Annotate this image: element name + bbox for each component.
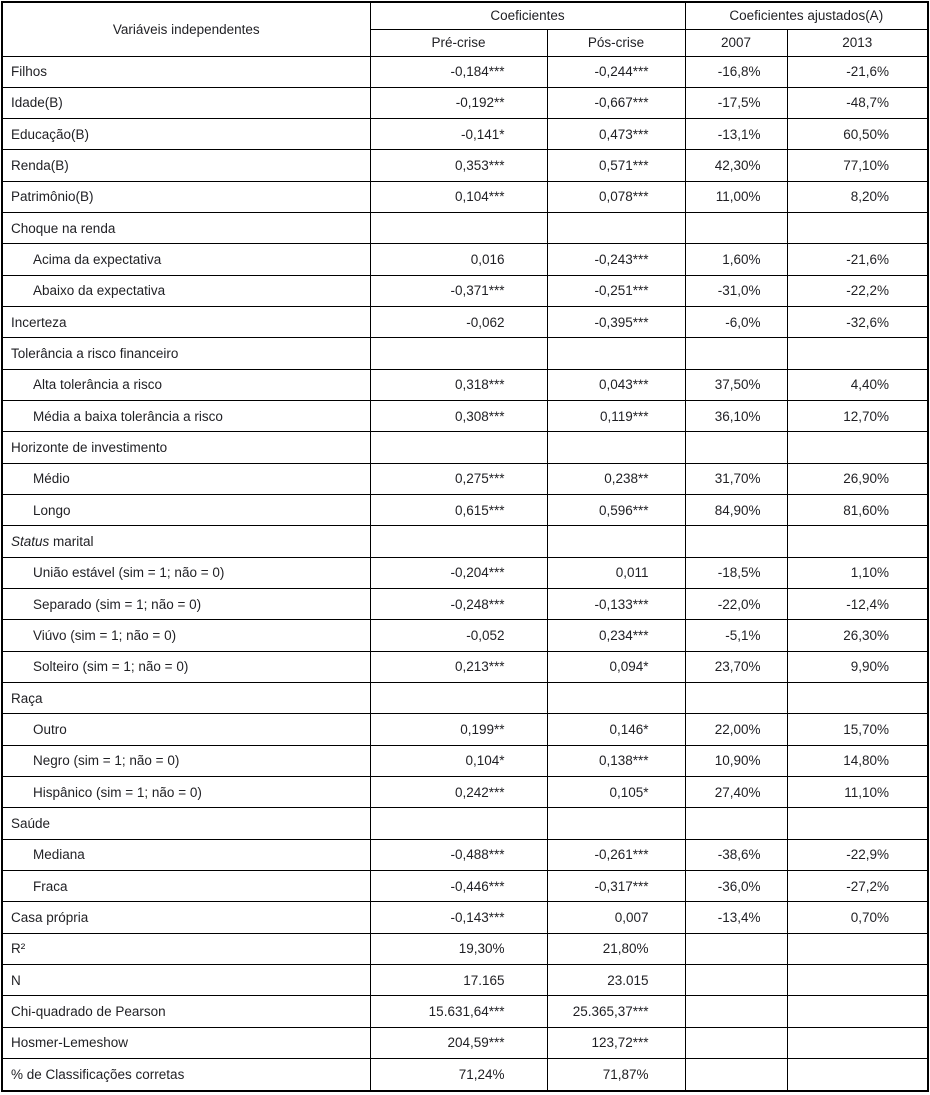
table-row bbox=[2, 902, 928, 933]
cell-2013: -48,7% bbox=[787, 87, 928, 118]
cell-pos-crise: -0,251*** bbox=[547, 275, 685, 306]
cell-pre-crise: -0,184*** bbox=[370, 56, 547, 87]
cell-pos-crise: 0,078*** bbox=[547, 181, 685, 212]
cell-2013: 11,10% bbox=[787, 777, 928, 808]
cell-pos-crise: 0,105* bbox=[547, 777, 685, 808]
row-label: Solteiro (sim = 1; não = 0) bbox=[2, 651, 370, 682]
table-body bbox=[2, 56, 928, 1091]
cell-pre-crise: -0,488*** bbox=[370, 839, 547, 870]
cell-pos-crise bbox=[547, 213, 685, 244]
row-label: Horizonte de investimento bbox=[2, 432, 370, 463]
cell-pos-crise: 23.015 bbox=[547, 965, 685, 996]
row-label: União estável (sim = 1; não = 0) bbox=[2, 557, 370, 588]
cell-pre-crise: 0,104*** bbox=[370, 181, 547, 212]
cell-2013 bbox=[787, 808, 928, 839]
cell-2013: 9,90% bbox=[787, 651, 928, 682]
cell-2007 bbox=[685, 432, 787, 463]
cell-2013: 1,10% bbox=[787, 557, 928, 588]
cell-pre-crise: 15.631,64*** bbox=[370, 996, 547, 1027]
cell-pre-crise: -0,248*** bbox=[370, 589, 547, 620]
table-row bbox=[2, 526, 928, 557]
row-label: Tolerância a risco financeiro bbox=[2, 338, 370, 369]
cell-pos-crise bbox=[547, 338, 685, 369]
table-row bbox=[2, 56, 928, 87]
cell-2007: -31,0% bbox=[685, 275, 787, 306]
cell-pos-crise: -0,667*** bbox=[547, 87, 685, 118]
table-row bbox=[2, 714, 928, 745]
cell-pre-crise: 0,016 bbox=[370, 244, 547, 275]
cell-2007 bbox=[685, 1059, 787, 1092]
cell-pre-crise: -0,062 bbox=[370, 307, 547, 338]
cell-pos-crise: 0,043*** bbox=[547, 369, 685, 400]
cell-2007: 31,70% bbox=[685, 463, 787, 494]
row-label: Saúde bbox=[2, 808, 370, 839]
cell-2013: -27,2% bbox=[787, 871, 928, 902]
header-group-coeficientes-ajustados: Coeficientes ajustados(A) bbox=[685, 2, 928, 29]
cell-pos-crise: 0,007 bbox=[547, 902, 685, 933]
table-row bbox=[2, 965, 928, 996]
cell-2013 bbox=[787, 996, 928, 1027]
cell-2013: 14,80% bbox=[787, 745, 928, 776]
table-row bbox=[2, 401, 928, 432]
table-row bbox=[2, 463, 928, 494]
cell-pre-crise: -0,204*** bbox=[370, 557, 547, 588]
table-row bbox=[2, 275, 928, 306]
row-label: Idade(B) bbox=[2, 87, 370, 118]
cell-pos-crise: 25.365,37*** bbox=[547, 996, 685, 1027]
cell-pos-crise: 0,146* bbox=[547, 714, 685, 745]
table-row bbox=[2, 777, 928, 808]
cell-2013 bbox=[787, 213, 928, 244]
cell-pre-crise bbox=[370, 432, 547, 463]
cell-pos-crise bbox=[547, 526, 685, 557]
row-label: Chi-quadrado de Pearson bbox=[2, 996, 370, 1027]
cell-pre-crise bbox=[370, 526, 547, 557]
row-label: Média a baixa tolerância a risco bbox=[2, 401, 370, 432]
table-row bbox=[2, 150, 928, 181]
cell-pre-crise bbox=[370, 808, 547, 839]
cell-2013: 60,50% bbox=[787, 119, 928, 150]
row-label: Filhos bbox=[2, 56, 370, 87]
cell-pre-crise: 0,308*** bbox=[370, 401, 547, 432]
cell-2007: 27,40% bbox=[685, 777, 787, 808]
cell-2007 bbox=[685, 965, 787, 996]
cell-2013: -22,2% bbox=[787, 275, 928, 306]
cell-2007: -16,8% bbox=[685, 56, 787, 87]
cell-2007: -5,1% bbox=[685, 620, 787, 651]
cell-2013: 12,70% bbox=[787, 401, 928, 432]
cell-2013: 26,30% bbox=[787, 620, 928, 651]
cell-2013: 81,60% bbox=[787, 495, 928, 526]
cell-2013: -12,4% bbox=[787, 589, 928, 620]
cell-2007: -6,0% bbox=[685, 307, 787, 338]
cell-pre-crise: 17.165 bbox=[370, 965, 547, 996]
row-label: Fraca bbox=[2, 871, 370, 902]
row-label: Médio bbox=[2, 463, 370, 494]
cell-2007: 42,30% bbox=[685, 150, 787, 181]
cell-pos-crise: -0,133*** bbox=[547, 589, 685, 620]
cell-2013: -32,6% bbox=[787, 307, 928, 338]
cell-2007: -13,1% bbox=[685, 119, 787, 150]
header-2007: 2007 bbox=[685, 29, 787, 56]
cell-2007: -22,0% bbox=[685, 589, 787, 620]
cell-2007 bbox=[685, 213, 787, 244]
cell-2007: -17,5% bbox=[685, 87, 787, 118]
cell-pos-crise: 71,87% bbox=[547, 1059, 685, 1092]
header-2013: 2013 bbox=[787, 29, 928, 56]
cell-2007 bbox=[685, 996, 787, 1027]
table-row bbox=[2, 338, 928, 369]
row-label: Acima da expectativa bbox=[2, 244, 370, 275]
cell-2013: 4,40% bbox=[787, 369, 928, 400]
table-row bbox=[2, 651, 928, 682]
cell-pre-crise: -0,446*** bbox=[370, 871, 547, 902]
cell-pos-crise bbox=[547, 683, 685, 714]
cell-pos-crise: 0,138*** bbox=[547, 745, 685, 776]
cell-pos-crise: -0,243*** bbox=[547, 244, 685, 275]
cell-pos-crise: 21,80% bbox=[547, 933, 685, 964]
cell-pos-crise: 0,571*** bbox=[547, 150, 685, 181]
cell-pos-crise bbox=[547, 808, 685, 839]
row-label: Raça bbox=[2, 683, 370, 714]
table-row bbox=[2, 557, 928, 588]
cell-2007: -38,6% bbox=[685, 839, 787, 870]
cell-2007: 22,00% bbox=[685, 714, 787, 745]
cell-pos-crise: 123,72*** bbox=[547, 1027, 685, 1058]
row-label: Hispânico (sim = 1; não = 0) bbox=[2, 777, 370, 808]
row-label: Patrimônio(B) bbox=[2, 181, 370, 212]
cell-2013 bbox=[787, 933, 928, 964]
cell-2007: 11,00% bbox=[685, 181, 787, 212]
table-row bbox=[2, 745, 928, 776]
cell-pos-crise: 0,011 bbox=[547, 557, 685, 588]
cell-2013 bbox=[787, 1027, 928, 1058]
cell-pre-crise bbox=[370, 338, 547, 369]
cell-2013: -21,6% bbox=[787, 244, 928, 275]
table-row bbox=[2, 307, 928, 338]
cell-pre-crise: 0,275*** bbox=[370, 463, 547, 494]
row-label: Alta tolerância a risco bbox=[2, 369, 370, 400]
table-row bbox=[2, 495, 928, 526]
row-label: Outro bbox=[2, 714, 370, 745]
cell-pre-crise: 71,24% bbox=[370, 1059, 547, 1092]
cell-pre-crise: -0,141* bbox=[370, 119, 547, 150]
table-row bbox=[2, 996, 928, 1027]
cell-pos-crise: 0,238** bbox=[547, 463, 685, 494]
cell-2007: 36,10% bbox=[685, 401, 787, 432]
header-row-groups bbox=[2, 2, 928, 29]
cell-2007: 37,50% bbox=[685, 369, 787, 400]
header-pre-crise: Pré-crise bbox=[370, 29, 547, 56]
row-label: Hosmer-Lemeshow bbox=[2, 1027, 370, 1058]
table-row bbox=[2, 119, 928, 150]
cell-2013 bbox=[787, 338, 928, 369]
cell-2007 bbox=[685, 1027, 787, 1058]
cell-pre-crise: 0,213*** bbox=[370, 651, 547, 682]
cell-2007: -13,4% bbox=[685, 902, 787, 933]
cell-pos-crise: -0,395*** bbox=[547, 307, 685, 338]
cell-2013 bbox=[787, 965, 928, 996]
cell-pre-crise: -0,052 bbox=[370, 620, 547, 651]
table-row bbox=[2, 87, 928, 118]
row-label: Negro (sim = 1; não = 0) bbox=[2, 745, 370, 776]
row-label: Casa própria bbox=[2, 902, 370, 933]
table-row bbox=[2, 839, 928, 870]
table-row bbox=[2, 181, 928, 212]
cell-2013: 0,70% bbox=[787, 902, 928, 933]
row-label: N bbox=[2, 965, 370, 996]
cell-2013 bbox=[787, 526, 928, 557]
cell-pos-crise bbox=[547, 432, 685, 463]
cell-pre-crise: 19,30% bbox=[370, 933, 547, 964]
cell-2007: -18,5% bbox=[685, 557, 787, 588]
cell-2013 bbox=[787, 432, 928, 463]
cell-pre-crise: -0,143*** bbox=[370, 902, 547, 933]
cell-pos-crise: 0,094* bbox=[547, 651, 685, 682]
cell-pre-crise: 0,353*** bbox=[370, 150, 547, 181]
cell-2007: 10,90% bbox=[685, 745, 787, 776]
table-row bbox=[2, 1027, 928, 1058]
cell-pos-crise: 0,596*** bbox=[547, 495, 685, 526]
row-label: Mediana bbox=[2, 839, 370, 870]
cell-pre-crise: 204,59*** bbox=[370, 1027, 547, 1058]
cell-pos-crise: -0,244*** bbox=[547, 56, 685, 87]
table-row bbox=[2, 808, 928, 839]
row-label: % de Classificações corretas bbox=[2, 1059, 370, 1092]
cell-2013 bbox=[787, 1059, 928, 1092]
row-label: Status marital bbox=[2, 526, 370, 557]
table-row bbox=[2, 432, 928, 463]
cell-pre-crise bbox=[370, 213, 547, 244]
cell-2013: -21,6% bbox=[787, 56, 928, 87]
header-pos-crise: Pós-crise bbox=[547, 29, 685, 56]
cell-2007 bbox=[685, 933, 787, 964]
table-row bbox=[2, 213, 928, 244]
cell-pre-crise: -0,192** bbox=[370, 87, 547, 118]
table-row bbox=[2, 369, 928, 400]
cell-pre-crise: 0,242*** bbox=[370, 777, 547, 808]
cell-pre-crise bbox=[370, 683, 547, 714]
table-row bbox=[2, 871, 928, 902]
cell-pre-crise: 0,104* bbox=[370, 745, 547, 776]
cell-2007 bbox=[685, 526, 787, 557]
row-label: Longo bbox=[2, 495, 370, 526]
cell-2013: 26,90% bbox=[787, 463, 928, 494]
table-row bbox=[2, 1059, 928, 1092]
cell-2007: 1,60% bbox=[685, 244, 787, 275]
cell-2007 bbox=[685, 338, 787, 369]
cell-2007 bbox=[685, 808, 787, 839]
cell-2013: 15,70% bbox=[787, 714, 928, 745]
row-label: Viúvo (sim = 1; não = 0) bbox=[2, 620, 370, 651]
cell-pos-crise: 0,473*** bbox=[547, 119, 685, 150]
cell-pos-crise: 0,234*** bbox=[547, 620, 685, 651]
cell-2007: -36,0% bbox=[685, 871, 787, 902]
row-label: Separado (sim = 1; não = 0) bbox=[2, 589, 370, 620]
regression-results-table bbox=[1, 1, 929, 1092]
cell-pos-crise: 0,119*** bbox=[547, 401, 685, 432]
row-label: Renda(B) bbox=[2, 150, 370, 181]
cell-2007: 84,90% bbox=[685, 495, 787, 526]
cell-2013: 77,10% bbox=[787, 150, 928, 181]
row-label: Abaixo da expectativa bbox=[2, 275, 370, 306]
cell-2013 bbox=[787, 683, 928, 714]
cell-pre-crise: 0,615*** bbox=[370, 495, 547, 526]
cell-pre-crise: 0,199** bbox=[370, 714, 547, 745]
table-header bbox=[2, 2, 928, 56]
row-label: Educação(B) bbox=[2, 119, 370, 150]
header-variaveis-independentes: Variáveis independentes bbox=[2, 2, 370, 56]
cell-pos-crise: -0,261*** bbox=[547, 839, 685, 870]
row-label: Choque na renda bbox=[2, 213, 370, 244]
table-row bbox=[2, 683, 928, 714]
cell-2007 bbox=[685, 683, 787, 714]
row-label: R² bbox=[2, 933, 370, 964]
table-row bbox=[2, 933, 928, 964]
cell-2013: -22,9% bbox=[787, 839, 928, 870]
table-row bbox=[2, 589, 928, 620]
cell-2007: 23,70% bbox=[685, 651, 787, 682]
table-row bbox=[2, 244, 928, 275]
row-label: Incerteza bbox=[2, 307, 370, 338]
header-group-coeficientes: Coeficientes bbox=[370, 2, 685, 29]
cell-pos-crise: -0,317*** bbox=[547, 871, 685, 902]
cell-pre-crise: 0,318*** bbox=[370, 369, 547, 400]
cell-2013: 8,20% bbox=[787, 181, 928, 212]
row-label-italic-part: Status bbox=[11, 534, 50, 550]
cell-pre-crise: -0,371*** bbox=[370, 275, 547, 306]
table-row bbox=[2, 620, 928, 651]
